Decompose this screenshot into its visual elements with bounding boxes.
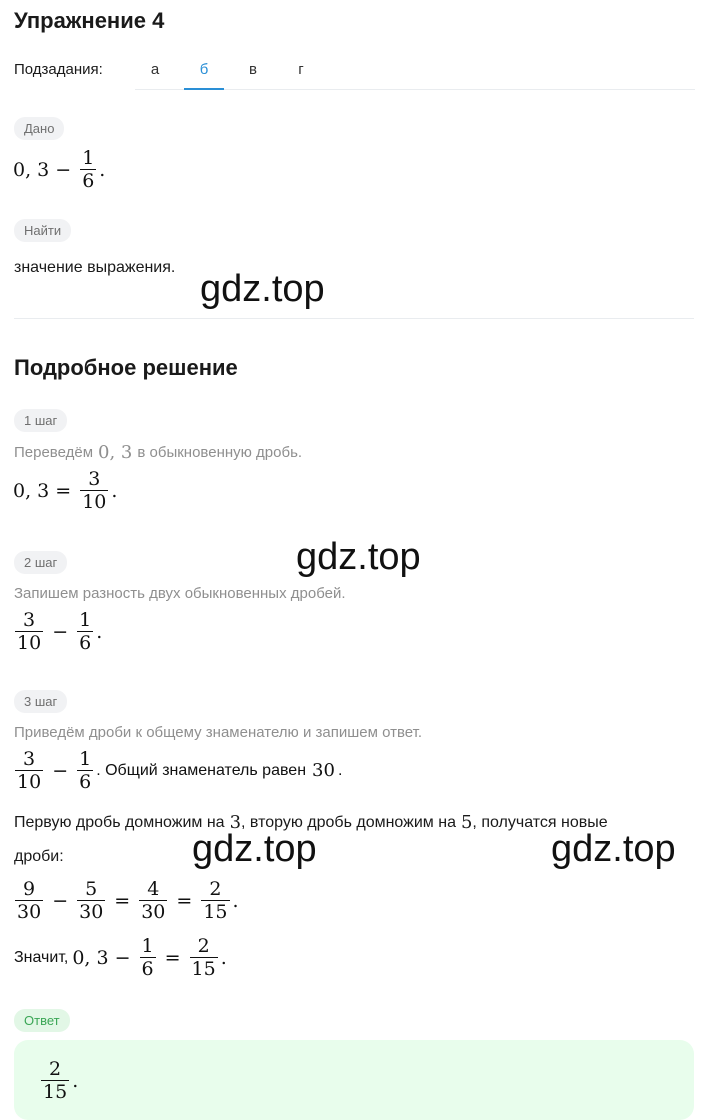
step3-line2: Первую дробь домножим на 3 , вторую дробь домножим на 5 , получатся новые <box>14 812 608 833</box>
tab-g[interactable]: г <box>298 61 304 78</box>
tab-b[interactable]: б <box>199 61 209 78</box>
step3-line3: дроби: <box>14 848 64 865</box>
step3-line1: $\frac{3}{10}$ − $\frac{1}{6}$ . Общий знаменатель равен 30 . <box>17 748 343 793</box>
solution-title: Подробное решение <box>14 355 238 380</box>
given-fraction: $\frac{1}{6}$ <box>82 147 95 192</box>
step1-description: Переведём 0, 3 в обыкновенную дробь. <box>14 442 303 463</box>
find-text: значение выражения. <box>14 259 176 276</box>
step1-expression: 0, 3 = $\frac{3}{10}$ . <box>13 468 118 513</box>
answer-box <box>14 1040 694 1120</box>
tab-a[interactable]: а <box>150 61 160 78</box>
answer-badge: Ответ <box>14 1009 70 1032</box>
tab-v[interactable]: в <box>249 61 257 78</box>
section-divider <box>14 318 694 319</box>
step2-description: Запишем разность двух обыкновенных дробей. <box>14 585 346 602</box>
given-decimal: 0, 3 <box>13 158 50 181</box>
watermark: gdz.top <box>296 536 421 578</box>
page-title: Упражнение 4 <box>14 8 165 33</box>
watermark: gdz.top <box>200 268 325 310</box>
step1-badge: 1 шаг <box>14 409 67 432</box>
watermark: gdz.top <box>192 828 317 870</box>
step3-line4: $\frac{9}{30}$ − $\frac{5}{30}$ = $\frac{4}{30}$ = $\frac{2}{15}$ . <box>17 878 239 923</box>
step2-expression: $\frac{3}{10}$ − $\frac{1}{6}$ . <box>17 609 103 654</box>
subtasks-label: Подзадания: <box>14 61 103 78</box>
answer-expression: $\frac{2}{15}$ . <box>43 1058 79 1103</box>
active-tab-indicator <box>184 88 224 90</box>
given-badge: Дано <box>14 117 64 140</box>
minus-sign: − <box>55 158 72 181</box>
watermark: gdz.top <box>551 828 676 870</box>
find-badge: Найти <box>14 219 71 242</box>
step2-badge: 2 шаг <box>14 551 67 574</box>
step3-badge: 3 шаг <box>14 690 67 713</box>
step3-line5: Значит, 0, 3 − $\frac{1}{6}$ = $\frac{2}{15}$ . <box>14 935 227 980</box>
step3-description: Приведём дроби к общему знаменателю и запишем ответ. <box>14 724 422 741</box>
given-expression: 0, 3 − $\frac{1}{6}$ . <box>13 147 106 192</box>
